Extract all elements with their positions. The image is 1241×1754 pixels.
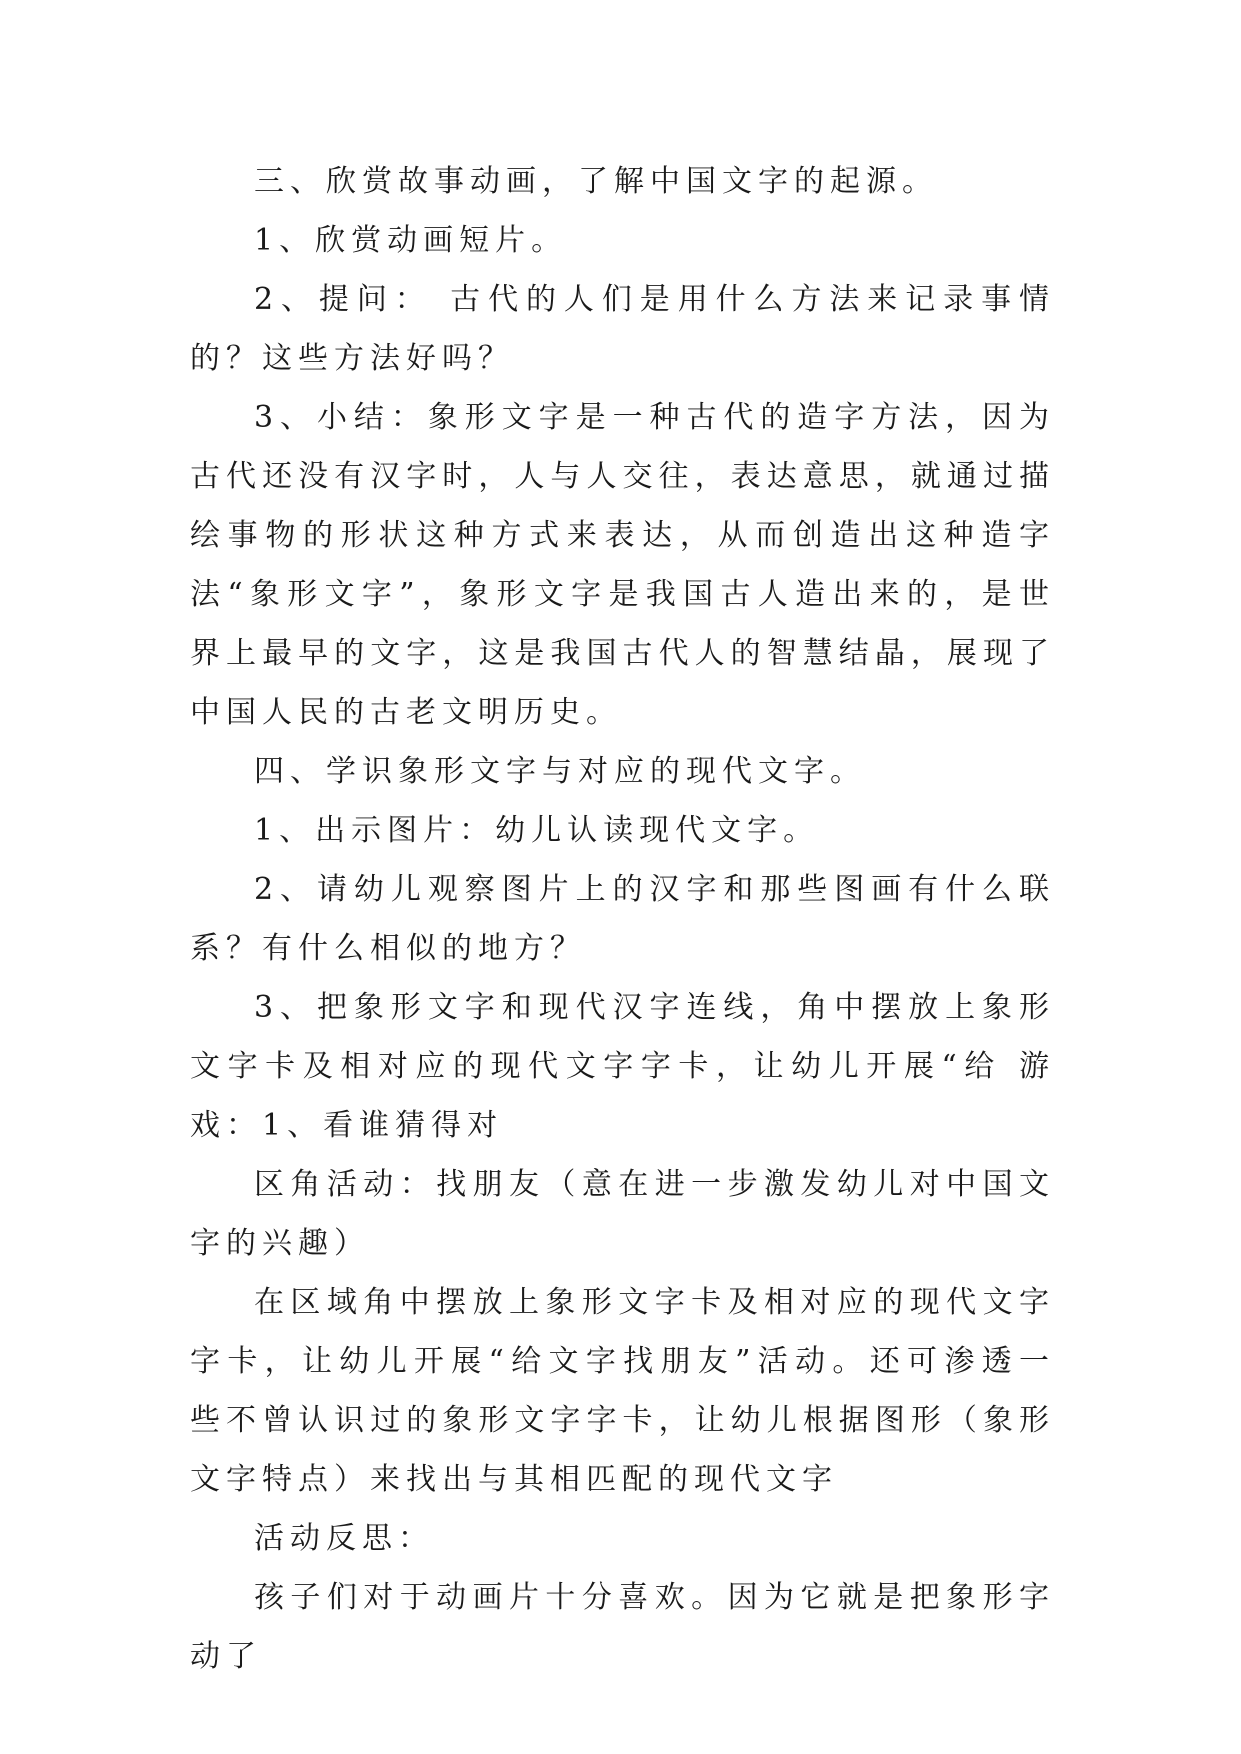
reflection-heading: 活动反思： [254, 1521, 434, 1556]
step-summary: 3、小结：象形文字是一种古代的造字方法，因为古代还没有汉字时，人与人交往，表达意思，就通过描绘事物的形状这种方式来表达，从而创造出这种造字法“象形文字”，象形文字是我国古人造出来的，是世界上最早的文字，这是我国古代人的智慧结晶，展现了中国人民的古老文明历史。 [190, 400, 1055, 730]
corner-activity: 区角活动：找朋友（意在进一步激发幼儿对中国文字的兴趣） [190, 1167, 1055, 1261]
step-watch-animation: 1、欣赏动画短片。 [254, 223, 568, 258]
step-show-pictures: 1、出示图片：幼儿认读现代文字。 [254, 813, 820, 848]
document-body [190, 152, 1055, 1686]
corner-activity-detail: 在区域角中摆放上象形文字卡及相对应的现代文字字卡，让幼儿开展“给文字找朋友”活动。还可渗透一些不曾认识过的象形文字字卡，让幼儿根据图形（象形文字特点）来找出与其相匹配的现代文字 [190, 1285, 1055, 1497]
step-observe: 2、请幼儿观察图片上的汉字和那些图画有什么联系？有什么相似的地方？ [190, 872, 1055, 966]
section-four-heading: 四、学识象形文字与对应的现代文字。 [254, 754, 866, 789]
reflection-text: 孩子们对于动画片十分喜欢。因为它就是把象形字动了 [190, 1580, 1055, 1674]
section-three-heading: 三、欣赏故事动画，了解中国文字的起源。 [254, 164, 938, 199]
step-question: 2、提问： 古代的人们是用什么方法来记录事情的？这些方法好吗？ [190, 282, 1055, 376]
step-match-lines: 3、把象形文字和现代汉字连线，角中摆放上象形文字卡及相对应的现代文字字卡，让幼儿开展“给 游戏：1、看谁猜得对 [190, 990, 1055, 1143]
